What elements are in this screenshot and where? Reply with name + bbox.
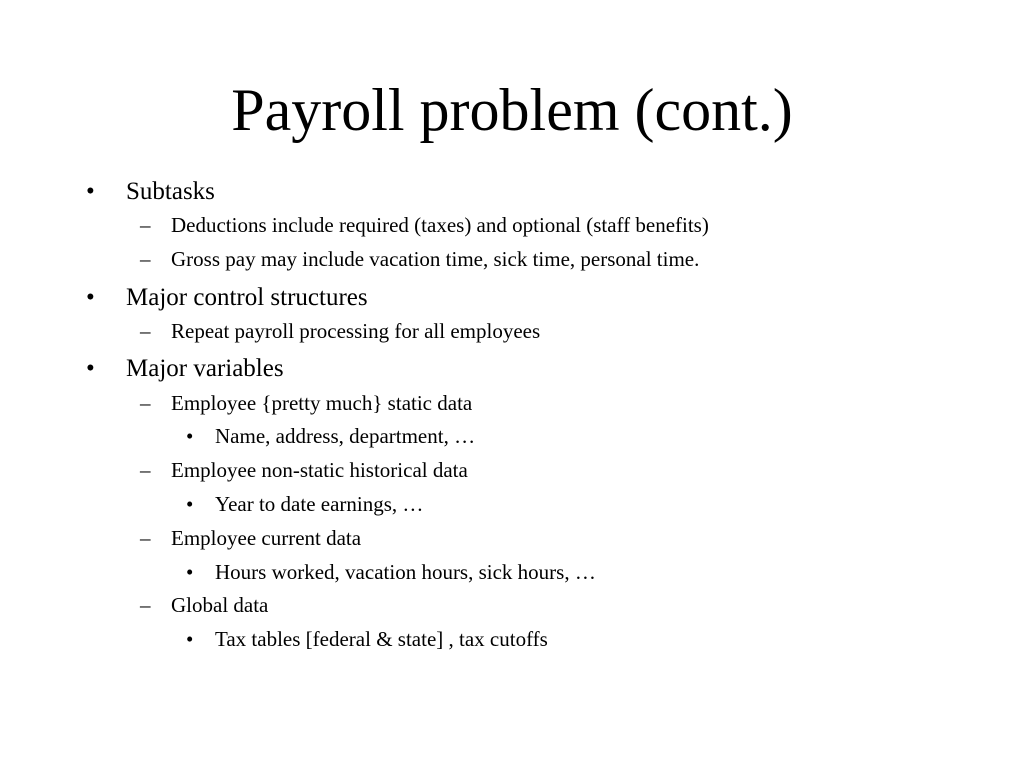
list-item-text: Major variables [126,355,284,382]
dash-marker: – [140,247,151,271]
list-item-text: Gross pay may include vacation time, sick time, personal time. [171,247,700,271]
list-item-text: Hours worked, vacation hours, sick hours, … [215,560,596,584]
list-item-text: Subtasks [126,178,215,205]
slide-title: Payroll problem (cont.) [231,77,793,143]
list-item-text: Name, address, department, … [215,424,476,448]
list-item-text: Deductions include required (taxes) and optional (staff benefits) [171,213,709,237]
bullet-marker: • [86,178,95,205]
list-item-text: Global data [171,593,269,617]
list-item-text: Repeat payroll processing for all employees [171,319,541,343]
bullet-marker: • [86,355,95,382]
bullet-marker: • [86,284,95,311]
dash-marker: – [140,391,151,415]
dash-marker: – [140,319,151,343]
bullet-marker: • [186,424,194,448]
bullet-marker: • [186,627,194,651]
dash-marker: – [140,213,151,237]
list-item-text: Employee non-static historical data [171,458,468,482]
list-item-text: Major control structures [126,284,368,311]
bullet-marker: • [186,560,194,584]
bullet-marker: • [186,492,194,516]
dash-marker: – [140,458,151,482]
list-item-text: Employee {pretty much} static data [171,391,473,415]
dash-marker: – [140,593,151,617]
list-item-text: Employee current data [171,526,362,550]
list-item-text: Tax tables [federal & state] , tax cutoffs [215,627,548,651]
list-item-text: Year to date earnings, … [215,492,424,516]
dash-marker: – [140,526,151,550]
